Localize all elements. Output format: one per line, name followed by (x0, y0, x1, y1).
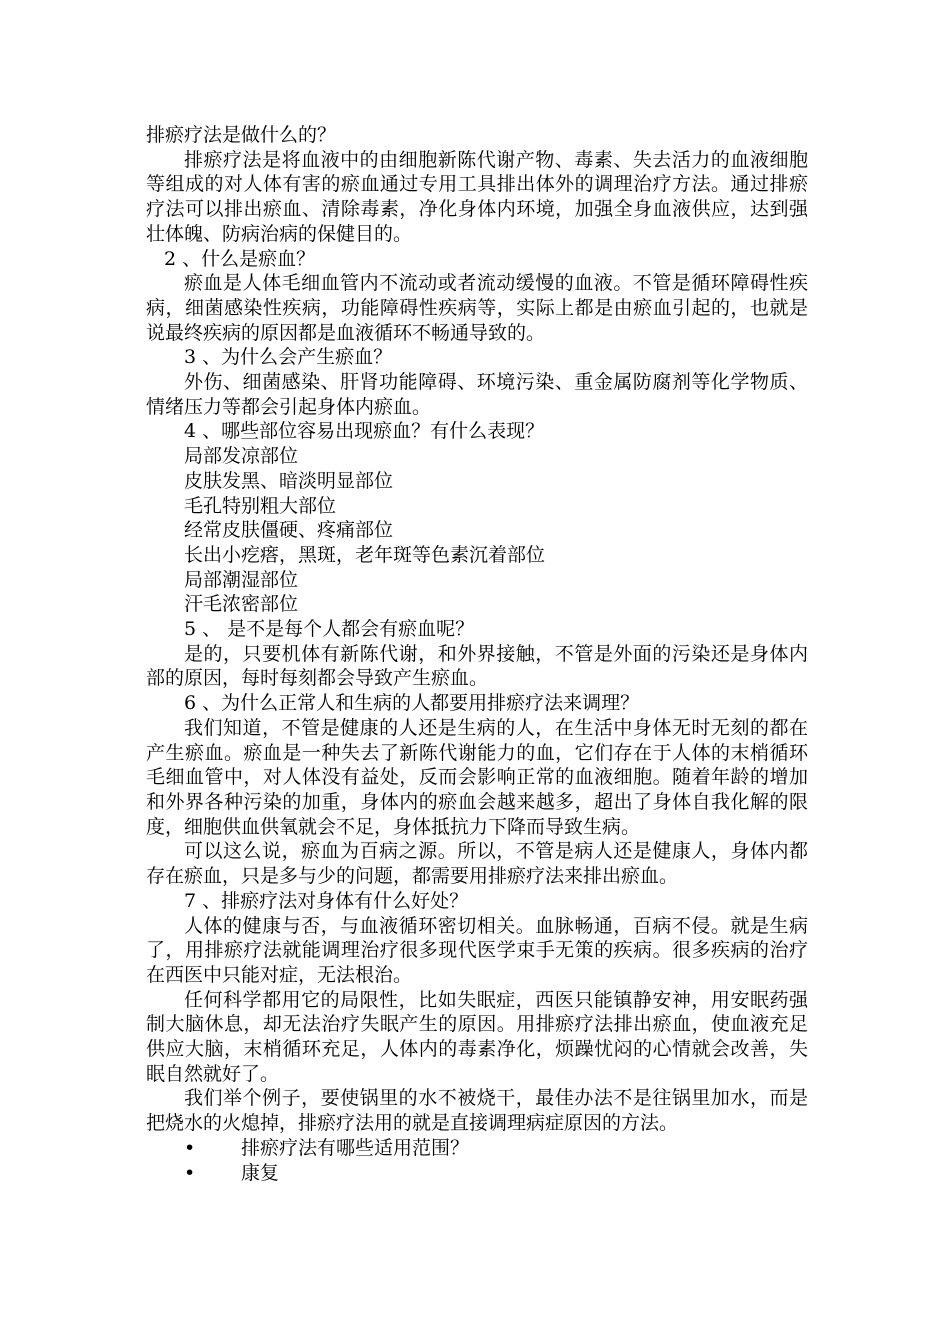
q1-title: 排瘀疗法是做什么的？ (146, 124, 337, 146)
q7-answer-3: 我们举个例子，要使锅里的水不被烧干，最佳办法不是往锅里加水，而是把烧水的火熄掉，排瘀疗法用的就是直接调理病症原因的方法。 (146, 1087, 808, 1135)
q4-item: 局部潮湿部位 (184, 568, 299, 591)
bullet-item (146, 1136, 808, 1161)
q4-title: 4 、哪些部位容易出现瘀血？有什么表现？ (184, 420, 545, 443)
q6-title: 6 、为什么正常人和生病的人都要用排瘀疗法来调理？ (184, 692, 640, 715)
bullet-icon: • (184, 1136, 196, 1159)
q4-item: 经常皮肤僵硬、疼痛部位 (184, 519, 394, 542)
q5-answer: 是的，只要机体有新陈代谢，和外界接触，不管是外面的污染还是身体内部的原因，每时每刻都会导致产生瘀血。 (146, 642, 808, 690)
q6-answer-2: 可以这么说，瘀血为百病之源。所以，不管是病人还是健康人，身体内都存在瘀血，只是多与少的问题，都需要用排瘀疗法来排出瘀血。 (146, 840, 808, 888)
q6-answer-1: 我们知道，不管是健康的人还是生病的人，在生活中身体无时无刻的都在产生瘀血。瘀血是一种失去了新陈代谢能力的血，它们存在于人体的末梢循环毛细血管中，对人体没有益处，反而会影响正常的血液细胞。随着年龄的增加和外界各种污染的加重，身体内的瘀血会越来越多，超出了身体自我化解的限度，细胞供血供氧就会不足，身体抵抗力下降而导致生病。 (146, 716, 808, 838)
bullet-item-label: 排瘀疗法有哪些适用范围？ (241, 1136, 470, 1159)
q2-answer: 瘀血是人体毛细血管内不流动或者流动缓慢的血液。不管是循环障碍性疾病，细菌感染性疾病，功能障碍性疾病等，实际上都是由瘀血引起的，也就是说最终疾病的原因都是血液循环不畅通导致的。 (146, 272, 808, 344)
q7-title: 7 、排瘀疗法对身体有什么好处？ (184, 889, 469, 912)
q3-answer: 外伤、细菌感染、肝肾功能障碍、环境污染、重金属防腐剂等化学物质、情绪压力等都会引起身体内瘀血。 (146, 371, 808, 418)
q4-item: 皮肤发黑、暗淡明显部位 (184, 469, 394, 492)
q4-item: 长出小疙瘩，黑斑，老年斑等色素沉着部位 (184, 543, 546, 566)
q3-title: 3 、为什么会产生瘀血？ (184, 346, 393, 369)
bullet-icon: • (184, 1161, 196, 1184)
q2-title: 2 、什么是瘀血？ (164, 247, 316, 270)
q4-item: 局部发凉部位 (184, 445, 299, 468)
q1-answer: 排瘀疗法是将血液中的由细胞新陈代谢产物、毒素、失去活力的血液细胞等组成的对人体有害的瘀血通过专用工具排出体外的调理治疗方法。通过排瘀疗法可以排出瘀血、清除毒素，净化身体内环境，加强全身血液供应，达到强壮体魄、防病治病的保健目的。 (146, 148, 808, 245)
q4-item: 汗毛浓密部位 (184, 593, 299, 616)
bullet-item-label: 康复 (241, 1161, 280, 1184)
document-body (146, 123, 808, 1185)
q4-item: 毛孔特别粗大部位 (184, 494, 337, 517)
q7-answer-2: 任何科学都用它的局限性，比如失眠症，西医只能镇静安神，用安眠药强制大脑休息，却无法治疗失眠产生的原因。用排瘀疗法排出瘀血，使血液充足供应大脑，末梢循环充足，人体内的毒素净化，烦躁忧闷的心情就会改善，失眠自然就好了。 (146, 988, 808, 1085)
q5-title: 5 、 是不是每个人都会有瘀血呢？ (184, 618, 475, 641)
bullet-item (146, 1161, 808, 1186)
q7-answer-1: 人体的健康与否，与血液循环密切相关。血脉畅通，百病不侵。就是生病了，用排瘀疗法就能调理治疗很多现代医学束手无策的疾病。很多疾病的治疗在西医中只能对症，无法根治。 (146, 914, 808, 986)
